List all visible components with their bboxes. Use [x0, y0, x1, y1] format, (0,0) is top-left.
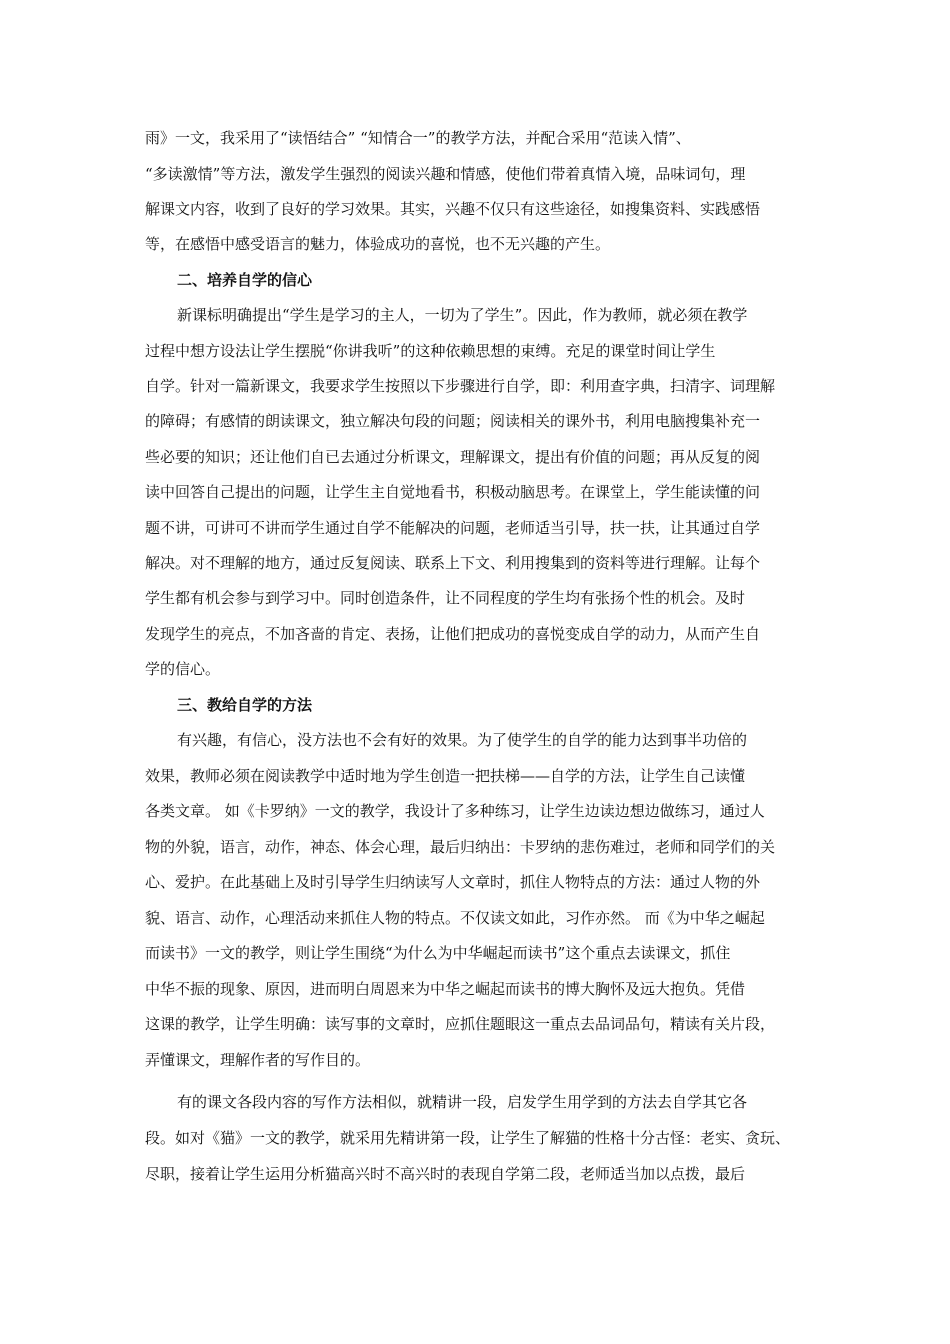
- text-line: 有兴趣，有信心，没方法也不会有好的效果。为了使学生的自学的能力达到事半功倍的: [177, 731, 748, 749]
- text-line: 效果，教师必须在阅读教学中适时地为学生创造一把扶梯——自学的方法，让学生自己读懂: [145, 767, 746, 785]
- text-line: 这课的教学，让学生明确：读写事的文章时，应抓住题眼这一重点去品词品句，精读有关片段，: [145, 1015, 776, 1033]
- text-line: 等，在感悟中感受语言的魅力，体验成功的喜悦，也不无兴趣的产生。: [145, 235, 611, 253]
- text-line: 尽职，接着让学生运用分析猫高兴时不高兴时的表现自学第二段，老师适当加以点拨，最后: [145, 1165, 746, 1183]
- text-line: 学的信心。: [145, 660, 221, 678]
- text-line: 而读书》一文的教学，则让学生围绕“为什么为中华崛起而读书”这个重点去读课文，抓住: [145, 944, 731, 962]
- text-line: 解决。对不理解的地方，通过反复阅读、联系上下文、利用搜集到的资料等进行理解。让每个: [145, 554, 761, 572]
- text-line: 学生都有机会参与到学习中。同时创造条件，让不同程度的学生均有张扬个性的机会。及时: [145, 589, 746, 607]
- text-line: 心、爱护。在此基础上及时引导学生归纳读写人文章时，抓住人物特点的方法：通过人物的外: [145, 873, 761, 891]
- text-line: 弄懂课文，理解作者的写作目的。: [145, 1051, 371, 1069]
- text-line: 过程中想方设法让学生摆脱“你讲我听”的这种依赖思想的束缚。充足的课堂时间让学生: [145, 342, 716, 360]
- text-line: 段。如对《猫》一文的教学，就采用先精讲第一段，让学生了解猫的性格十分古怪：老实、贪玩、: [145, 1129, 791, 1147]
- text-line: 自学。针对一篇新课文，我要求学生按照以下步骤进行自学，即：利用查字典，扫清字、词理解: [145, 377, 776, 395]
- text-line: 些必要的知识；还让他们自已去通过分析课文，理解课文，提出有价值的问题；再从反复的阅: [145, 448, 761, 466]
- text-line: 物的外貌，语言，动作，神态、体会心理，最后归纳出：卡罗纳的悲伤难过，老师和同学们的关: [145, 838, 776, 856]
- text-line: 题不讲，可讲可不讲而学生通过自学不能解决的问题，老师适当引导，扶一扶，让其通过自学: [145, 519, 761, 537]
- text-line: 雨》一文，我采用了“读悟结合” “知情合一”的教学方法，并配合采用“范读入情”、: [145, 129, 691, 147]
- text-line: 貌、语言、动作，心理活动来抓住人物的特点。不仅读文如此，习作亦然。 而《为中华之崛起: [145, 909, 765, 927]
- text-line: 中华不振的现象、原因，进而明白周恩来为中华之崛起而读书的博大胸怀及远大抱负。凭借: [145, 980, 746, 998]
- section-heading: 二、培养自学的信心: [177, 271, 313, 289]
- text-line: 各类文章。 如《卡罗纳》一文的教学，我设计了多种练习，让学生边读边想边做练习，通过人: [145, 802, 765, 820]
- text-line: “多读激情”等方法，激发学生强烈的阅读兴趣和情感，使他们带着真情入境，品味词句，理: [145, 165, 746, 183]
- text-line: 的障碍；有感情的朗读课文，独立解决句段的问题；阅读相关的课外书，利用电脑搜集补充一: [145, 412, 761, 430]
- section-heading: 三、教给自学的方法: [177, 696, 313, 714]
- text-line: 有的课文各段内容的写作方法相似，就精讲一段，启发学生用学到的方法去自学其它各: [177, 1093, 748, 1111]
- text-line: 新课标明确提出“学生是学习的主人，一切为了学生”。因此，作为教师，就必须在教学: [177, 306, 748, 324]
- text-line: 解课文内容，收到了良好的学习效果。其实，兴趣不仅只有这些途径，如搜集资料、实践感悟: [145, 200, 761, 218]
- text-line: 发现学生的亮点，不加吝啬的肯定、表扬，让他们把成功的喜悦变成自学的动力，从而产生自: [145, 625, 761, 643]
- text-line: 读中回答自己提出的问题，让学生主自觉地看书，积极动脑思考。在课堂上，学生能读懂的问: [145, 483, 761, 501]
